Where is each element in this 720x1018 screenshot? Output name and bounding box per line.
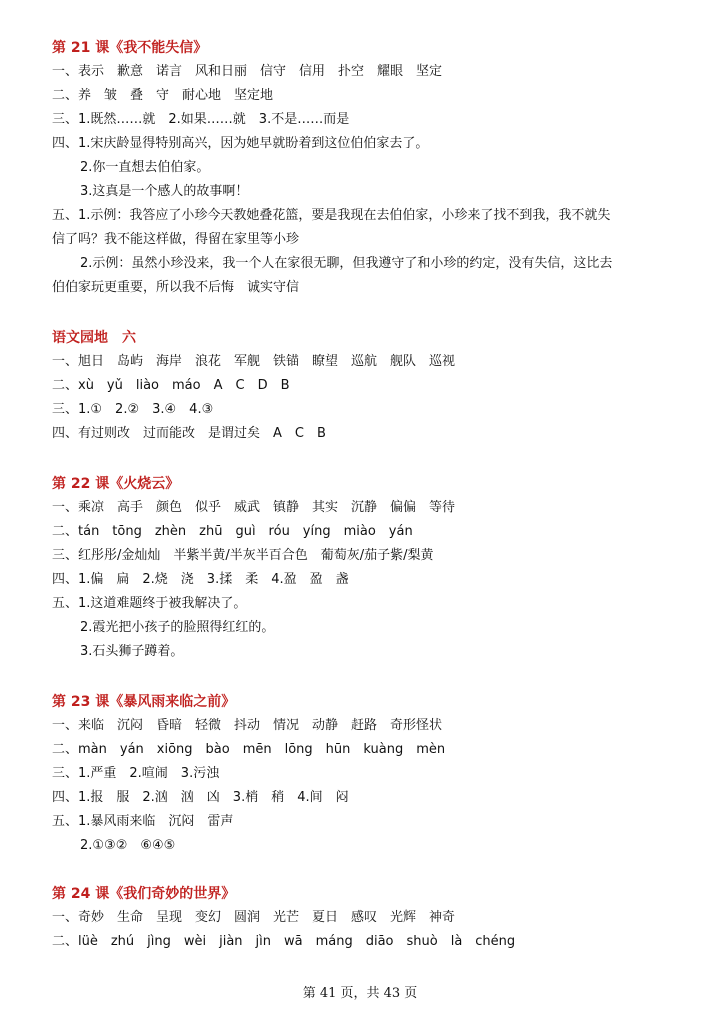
section-lesson-21 bbox=[52, 36, 692, 300]
section-lesson-23 bbox=[52, 690, 692, 858]
answer-line: 2.霞光把小孩子的脸照得红红的。 bbox=[80, 620, 275, 635]
section-heading: 第 22 课《火烧云》 bbox=[52, 476, 180, 492]
answer-line: 四、有过则改 过而能改 是谓过矣 A C B bbox=[52, 426, 326, 441]
section-heading: 语文园地 六 bbox=[52, 330, 136, 346]
section-heading: 第 24 课《我们奇妙的世界》 bbox=[52, 886, 236, 902]
answer-line: 五、1.暴风雨来临 沉闷 雷声 bbox=[52, 814, 234, 829]
answer-line: 3.石头狮子蹲着。 bbox=[80, 644, 184, 659]
answer-line: 一、来临 沉闷 昏暗 轻微 抖动 情况 动静 赶路 奇形怪状 bbox=[52, 718, 443, 733]
answer-line: 二、xù yǔ liào máo A C D B bbox=[52, 378, 290, 393]
answer-line: 四、1.报 服 2.汹 汹 凶 3.梢 稍 4.间 闷 bbox=[52, 790, 349, 805]
answer-line: 五、1.示例：我答应了小珍今天教她叠花篮，要是我现在去伯伯家，小珍来了找不到我，我不就失 bbox=[52, 208, 611, 223]
answer-line: 四、1.宋庆龄显得特别高兴，因为她早就盼着到这位伯伯家去了。 bbox=[52, 136, 429, 151]
answer-line: 一、表示 歉意 诺言 风和日丽 信守 信用 扑空 耀眼 坚定 bbox=[52, 64, 443, 79]
answer-line: 四、1.偏 扁 2.烧 浇 3.揉 柔 4.盈 盈 盏 bbox=[52, 572, 349, 587]
answer-line: 信了吗？我不能这样做，得留在家里等小珍 bbox=[52, 232, 300, 247]
section-yuwen-yuandi-6 bbox=[52, 326, 692, 446]
answer-line: 二、养 皱 叠 守 耐心地 坚定地 bbox=[52, 88, 274, 103]
answer-line: 二、màn yán xiōng bào mēn lōng hūn kuàng mèn bbox=[52, 742, 446, 757]
answer-line: 2.①③② ⑥④⑤ bbox=[80, 838, 176, 853]
answer-line: 五、1.这道难题终于被我解决了。 bbox=[52, 596, 247, 611]
answer-line: 二、lüè zhú jìng wèi jiàn jìn wā máng diāo shuò là chéng bbox=[52, 934, 516, 949]
answer-line: 二、tán tōng zhèn zhū guì róu yíng miào yán bbox=[52, 524, 413, 539]
answer-line: 三、1.① 2.② 3.④ 4.③ bbox=[52, 402, 214, 417]
section-heading: 第 21 课《我不能失信》 bbox=[52, 40, 208, 56]
section-heading: 第 23 课《暴风雨来临之前》 bbox=[52, 694, 236, 710]
answer-line: 三、红彤彤/金灿灿 半紫半黄/半灰半百合色 葡萄灰/茄子紫/梨黄 bbox=[52, 548, 434, 563]
answer-line: 伯伯家玩更重要，所以我不后悔 诚实守信 bbox=[52, 280, 300, 295]
answer-line: 三、1.严重 2.喧闹 3.污浊 bbox=[52, 766, 220, 781]
answer-line: 3.这真是一个感人的故事啊！ bbox=[80, 184, 249, 199]
answer-line: 三、1.既然……就 2.如果……就 3.不是……而是 bbox=[52, 112, 350, 127]
answer-line: 2.你一直想去伯伯家。 bbox=[80, 160, 210, 175]
section-lesson-24 bbox=[52, 882, 692, 954]
section-lesson-22 bbox=[52, 472, 692, 664]
answer-line: 一、奇妙 生命 呈现 变幻 圆润 光芒 夏日 感叹 光辉 神奇 bbox=[52, 910, 456, 925]
answer-line: 一、乘凉 高手 颜色 似乎 威武 镇静 其实 沉静 偏偏 等待 bbox=[52, 500, 456, 515]
answer-line: 2.示例：虽然小珍没来，我一个人在家很无聊，但我遵守了和小珍的约定，没有失信，这比去 bbox=[80, 256, 613, 271]
answer-line: 一、旭日 岛屿 海岸 浪花 军舰 铁锚 瞭望 巡航 舰队 巡视 bbox=[52, 354, 456, 369]
page-number-footer: 第 41 页，共 43 页 bbox=[302, 986, 418, 1001]
